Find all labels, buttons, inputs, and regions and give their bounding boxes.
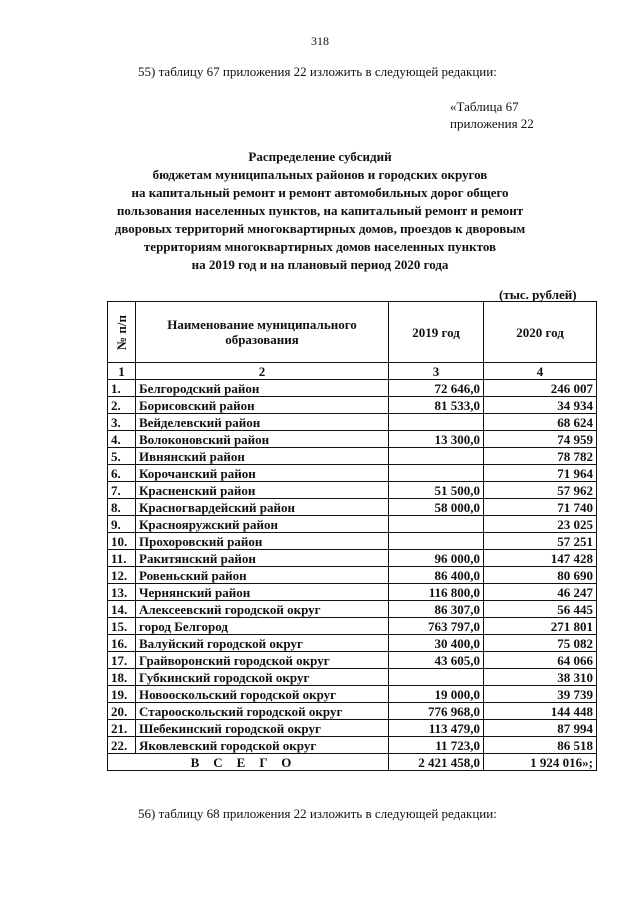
cell-2020: 271 801 — [484, 618, 597, 635]
cell-2020: 39 739 — [484, 686, 597, 703]
cell-2020: 64 066 — [484, 652, 597, 669]
cell-number: 22. — [108, 737, 136, 754]
cell-2020: 56 445 — [484, 601, 597, 618]
cell-2020: 246 007 — [484, 380, 597, 397]
cell-number: 21. — [108, 720, 136, 737]
header-number-text: № п/п — [114, 314, 129, 350]
cell-2020: 147 428 — [484, 550, 597, 567]
title-line: бюджетам муниципальных районов и городских округов — [152, 167, 488, 182]
cell-2020: 23 025 — [484, 516, 597, 533]
total-row — [108, 754, 597, 771]
cell-2019: 72 646,0 — [389, 380, 484, 397]
cell-number: 18. — [108, 669, 136, 686]
cell-2020: 38 310 — [484, 669, 597, 686]
cell-2019: 19 000,0 — [389, 686, 484, 703]
cell-2019 — [389, 516, 484, 533]
table-row — [108, 567, 597, 584]
cell-2020: 86 518 — [484, 737, 597, 754]
cell-2020: 57 962 — [484, 482, 597, 499]
table-row — [108, 482, 597, 499]
cell-name: Грайворонский городской округ — [136, 652, 389, 669]
table-body — [108, 380, 597, 754]
cell-2020: 57 251 — [484, 533, 597, 550]
cell-2019 — [389, 414, 484, 431]
table-row — [108, 550, 597, 567]
table-row — [108, 669, 597, 686]
cell-number: 8. — [108, 499, 136, 516]
header-2019: 2019 год — [389, 302, 484, 363]
total-2020: 1 924 016»; — [484, 754, 597, 771]
cell-2019 — [389, 448, 484, 465]
cell-number: 3. — [108, 414, 136, 431]
cell-2019: 116 800,0 — [389, 584, 484, 601]
col-number-3: 3 — [389, 363, 484, 380]
cell-name: Алексеевский городской округ — [136, 601, 389, 618]
cell-2019: 13 300,0 — [389, 431, 484, 448]
table-caption — [450, 98, 534, 132]
table-row — [108, 652, 597, 669]
cell-number: 6. — [108, 465, 136, 482]
page-number: 318 — [311, 34, 329, 48]
cell-name: Прохоровский район — [136, 533, 389, 550]
cell-number: 19. — [108, 686, 136, 703]
cell-2020: 71 740 — [484, 499, 597, 516]
cell-name: Краснояружский район — [136, 516, 389, 533]
cell-number: 14. — [108, 601, 136, 618]
cell-2019: 58 000,0 — [389, 499, 484, 516]
cell-number: 1. — [108, 380, 136, 397]
cell-2019: 30 400,0 — [389, 635, 484, 652]
table-header-row — [108, 302, 597, 363]
header-name: Наименование муниципального образования — [136, 302, 389, 363]
title-line: дворовых территорий многоквартирных домов, проездов к дворовым — [114, 221, 526, 236]
cell-2019: 96 000,0 — [389, 550, 484, 567]
cell-name: Ровеньский район — [136, 567, 389, 584]
table-row — [108, 465, 597, 482]
cell-name: Борисовский район — [136, 397, 389, 414]
cell-name: Красненский район — [136, 482, 389, 499]
cell-2020: 80 690 — [484, 567, 597, 584]
cell-2020: 34 934 — [484, 397, 597, 414]
table-row — [108, 703, 597, 720]
title-line: на капитальный ремонт и ремонт автомобильных дорог общего — [131, 185, 509, 200]
cell-2019 — [389, 669, 484, 686]
cell-2020: 74 959 — [484, 431, 597, 448]
table-row — [108, 635, 597, 652]
cell-number: 13. — [108, 584, 136, 601]
cell-name: Ракитянский район — [136, 550, 389, 567]
table-row — [108, 686, 597, 703]
cell-2019: 43 605,0 — [389, 652, 484, 669]
cell-number: 7. — [108, 482, 136, 499]
cell-name: Чернянский район — [136, 584, 389, 601]
cell-2019: 776 968,0 — [389, 703, 484, 720]
cell-number: 20. — [108, 703, 136, 720]
cell-2019 — [389, 465, 484, 482]
subsidy-table — [107, 301, 597, 771]
table-row — [108, 431, 597, 448]
cell-name: город Белгород — [136, 618, 389, 635]
table-row — [108, 720, 597, 737]
caption-line-2: приложения 22 — [450, 116, 534, 131]
cell-number: 9. — [108, 516, 136, 533]
cell-number: 16. — [108, 635, 136, 652]
cell-number: 12. — [108, 567, 136, 584]
cell-2019: 51 500,0 — [389, 482, 484, 499]
cell-name: Корочанский район — [136, 465, 389, 482]
cell-name: Старооскольский городской округ — [136, 703, 389, 720]
table-row — [108, 584, 597, 601]
cell-2020: 87 994 — [484, 720, 597, 737]
table-row — [108, 737, 597, 754]
cell-name: Красногвардейский район — [136, 499, 389, 516]
col-number-1: 1 — [108, 363, 136, 380]
title-line: Распределение субсидий — [248, 149, 392, 164]
cell-number: 10. — [108, 533, 136, 550]
cell-name: Губкинский городской округ — [136, 669, 389, 686]
cell-number: 15. — [108, 618, 136, 635]
cell-2019: 86 307,0 — [389, 601, 484, 618]
table-row — [108, 601, 597, 618]
title-line: территориям многоквартирных домов населенных пунктов — [143, 239, 497, 254]
next-line: 56) таблицу 68 приложения 22 изложить в следующей редакции: — [138, 806, 497, 821]
table-row — [108, 380, 597, 397]
cell-number: 17. — [108, 652, 136, 669]
cell-2019: 763 797,0 — [389, 618, 484, 635]
cell-number: 11. — [108, 550, 136, 567]
cell-2019: 11 723,0 — [389, 737, 484, 754]
table-row — [108, 618, 597, 635]
cell-2020: 75 082 — [484, 635, 597, 652]
cell-2019 — [389, 533, 484, 550]
total-label: ВСЕГО — [108, 754, 389, 771]
cell-name: Новооскольский городской округ — [136, 686, 389, 703]
cell-number: 5. — [108, 448, 136, 465]
table-row — [108, 397, 597, 414]
cell-name: Валуйский городской округ — [136, 635, 389, 652]
total-2019: 2 421 458,0 — [389, 754, 484, 771]
cell-number: 4. — [108, 431, 136, 448]
table-row — [108, 516, 597, 533]
cell-name: Яковлевский городской округ — [136, 737, 389, 754]
title-line: на 2019 год и на плановый период 2020 года — [191, 257, 449, 272]
title-line: пользования населенных пунктов, на капитальный ремонт и ремонт — [116, 203, 524, 218]
cell-2019: 81 533,0 — [389, 397, 484, 414]
cell-2020: 78 782 — [484, 448, 597, 465]
cell-2020: 71 964 — [484, 465, 597, 482]
cell-number: 2. — [108, 397, 136, 414]
document-title — [0, 148, 640, 274]
intro-line: 55) таблицу 67 приложения 22 изложить в следующей редакции: — [138, 64, 497, 79]
header-number — [108, 302, 136, 363]
cell-name: Волоконовский район — [136, 431, 389, 448]
cell-2019: 113 479,0 — [389, 720, 484, 737]
cell-2020: 144 448 — [484, 703, 597, 720]
header-2020: 2020 год — [484, 302, 597, 363]
cell-2019: 86 400,0 — [389, 567, 484, 584]
cell-name: Белгородский район — [136, 380, 389, 397]
caption-line-1: «Таблица 67 — [450, 99, 519, 114]
table-row — [108, 448, 597, 465]
cell-name: Ивнянский район — [136, 448, 389, 465]
col-number-2: 2 — [136, 363, 389, 380]
units-label: (тыс. рублей) — [499, 287, 577, 302]
column-number-row — [108, 363, 597, 380]
cell-2020: 46 247 — [484, 584, 597, 601]
cell-2020: 68 624 — [484, 414, 597, 431]
cell-name: Вейделевский район — [136, 414, 389, 431]
cell-name: Шебекинский городской округ — [136, 720, 389, 737]
table-row — [108, 499, 597, 516]
table-row — [108, 533, 597, 550]
col-number-4: 4 — [484, 363, 597, 380]
table-row — [108, 414, 597, 431]
